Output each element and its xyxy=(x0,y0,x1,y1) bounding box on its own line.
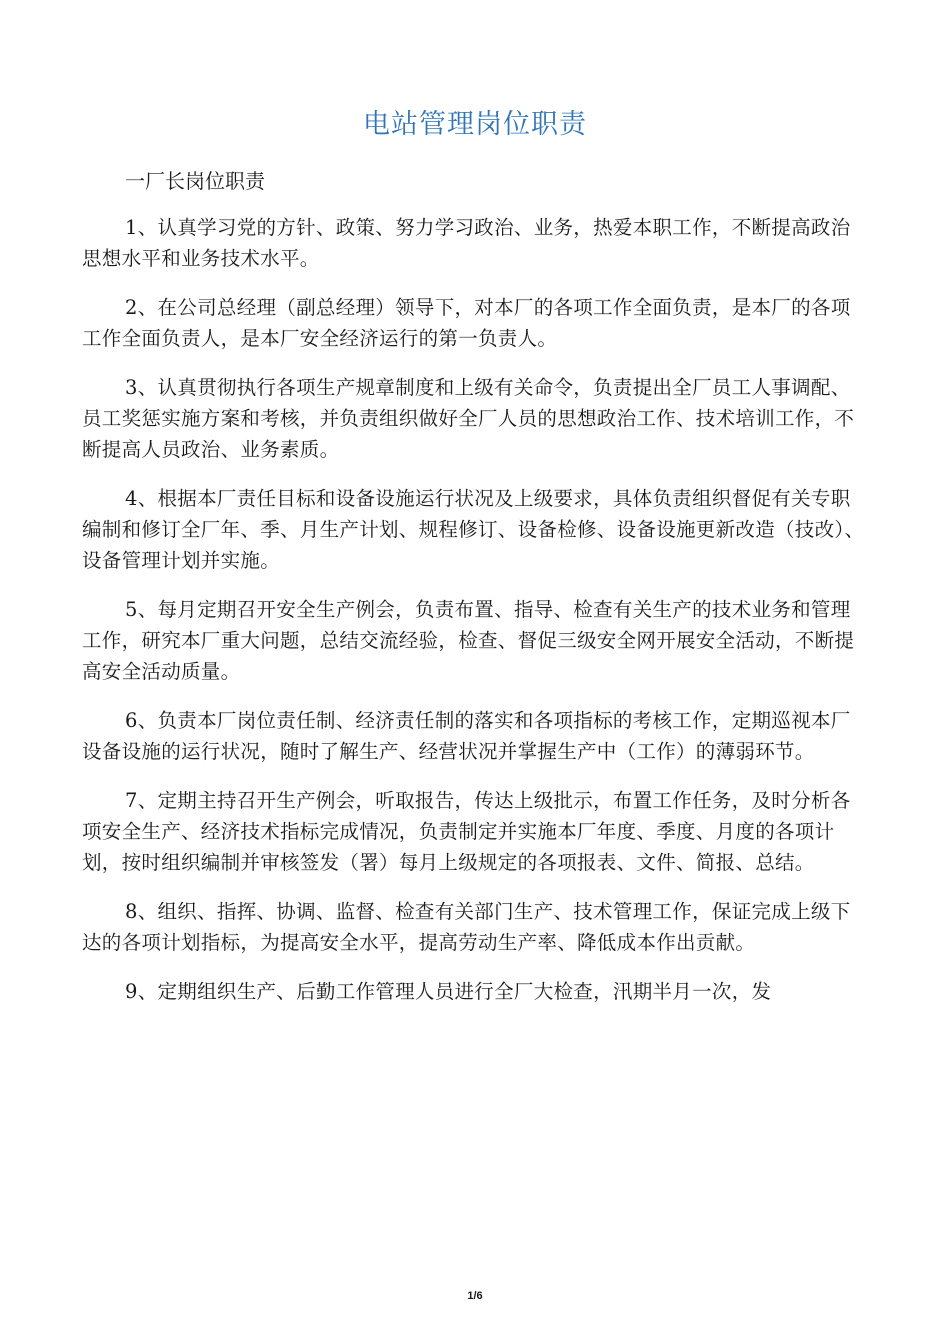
paragraph-5: 5、每月定期召开安全生产例会，负责布置、指导、检查有关生产的技术业务和管理工作，研究本厂重大问题，总结交流经验，检查、督促三级安全网开展安全活动，不断提高安全活动质量。 xyxy=(82,598,855,683)
document-body xyxy=(82,212,867,1025)
paragraph-4: 4、根据本厂责任目标和设备设施运行状况及上级要求，具体负责组织督促有关专职编制和修订全厂年、季、月生产计划、规程修订、设备检修、设备设施更新改造（技改）、设备管理计划并实施。 xyxy=(82,487,865,572)
paragraph-2: 2、在公司总经理（副总经理）领导下，对本厂的各项工作全面负责，是本厂的各项工作全面负责人，是本厂安全经济运行的第一负责人。 xyxy=(82,296,851,350)
page-number: 1/6 xyxy=(467,1290,483,1302)
paragraph-6: 6、负责本厂岗位责任制、经济责任制的落实和各项指标的考核工作，定期巡视本厂设备设施的运行状况，随时了解生产、经营状况并掌握生产中（工作）的薄弱环节。 xyxy=(82,709,851,763)
paragraph-3: 3、认真贯彻执行各项生产规章制度和上级有关命令，负责提出全厂员工人事调配、员工奖惩实施方案和考核，并负责组织做好全厂人员的思想政治工作、技术培训工作，不断提高人员政治、业务素质。 xyxy=(82,376,855,461)
paragraph-1: 1、认真学习党的方针、政策、努力学习政治、业务，热爱本职工作，不断提高政治思想水平和业务技术水平。 xyxy=(82,216,851,270)
section-heading: 一厂长岗位职责 xyxy=(125,169,265,193)
paragraph-7: 7、定期主持召开生产例会，听取报告，传达上级批示，布置工作任务，及时分析各项安全生产、经济技术指标完成情况，负责制定并实施本厂年度、季度、月度的各项计划，按时组织编制并审核签发（署）每月上级规定的各项报表、文件、简报、总结。 xyxy=(82,789,851,874)
paragraph-9: 9、定期组织生产、后勤工作管理人员进行全厂大检查，汛期半月一次，发 xyxy=(125,980,772,1003)
document-title: 电站管理岗位职责 xyxy=(363,109,587,140)
paragraph-8: 8、组织、指挥、协调、监督、检查有关部门生产、技术管理工作，保证完成上级下达的各项计划指标，为提高安全水平，提高劳动生产率、降低成本作出贡献。 xyxy=(82,900,851,954)
